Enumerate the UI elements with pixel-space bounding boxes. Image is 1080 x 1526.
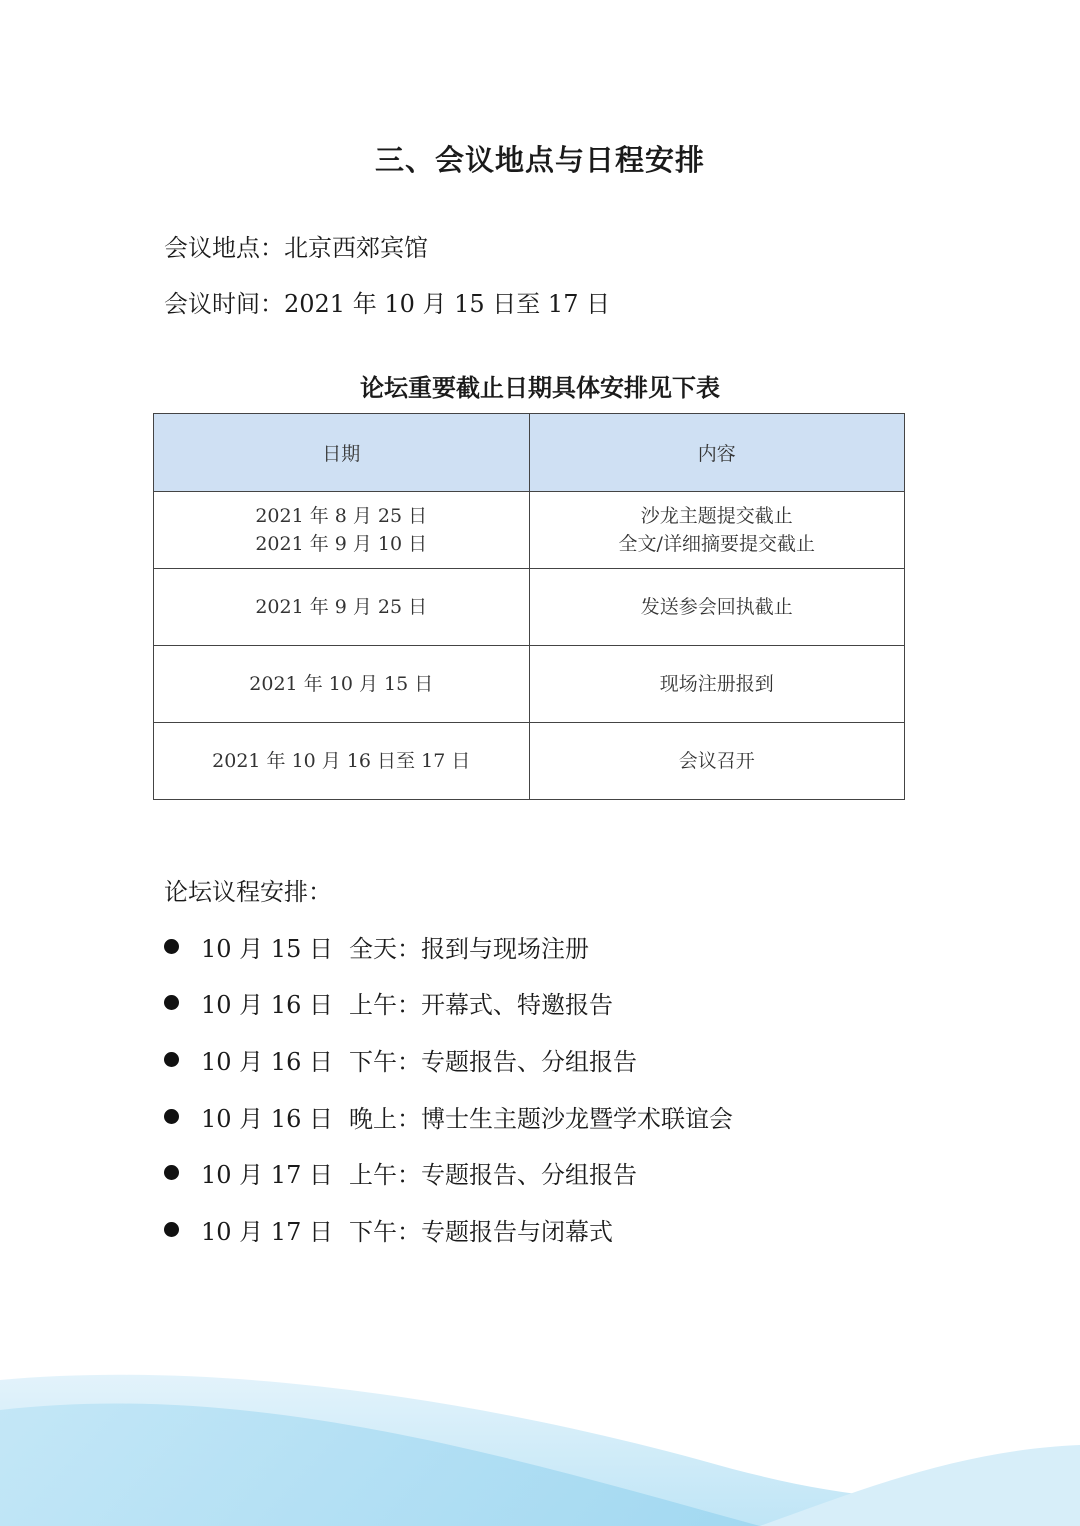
agenda-period: 下午： [348, 1217, 421, 1246]
list-item [164, 1144, 733, 1201]
list-item [164, 1088, 733, 1145]
agenda-activity: 博士生主题沙龙暨学术联谊会 [420, 1104, 733, 1133]
agenda-activity: 开幕式、特邀报告 [420, 991, 613, 1020]
agenda-date: 10 月 17 日 [201, 1161, 333, 1190]
date-cell [154, 569, 530, 646]
venue-label: 会议地点： [164, 234, 284, 262]
content-line: 会议召开 [678, 750, 755, 772]
list-item [164, 975, 733, 1032]
content-line: 全文/详细摘要提交截止 [618, 533, 815, 555]
agenda-date: 10 月 16 日 [201, 1104, 333, 1133]
table-row [154, 569, 905, 646]
content-line: 发送参会回执截止 [640, 596, 793, 618]
content-cell [529, 646, 905, 723]
date-cell [154, 646, 530, 723]
content-cell [529, 492, 905, 569]
agenda-activity: 专题报告、分组报告 [420, 1047, 637, 1076]
agenda-activity: 专题报告与闭幕式 [420, 1217, 613, 1246]
table-header-row [154, 414, 905, 492]
section-title: 三、会议地点与日程安排 [374, 143, 705, 177]
table-caption: 论坛重要截止日期具体安排见下表 [360, 374, 720, 402]
date-line: 2021 年 10 月 15 日 [249, 673, 434, 695]
blue-wave-footer [0, 1340, 1080, 1526]
deadline-table [153, 413, 905, 800]
meeting-time-value: 2021 年 10 月 15 日至 17 日 [284, 290, 611, 318]
agenda-date: 10 月 17 日 [201, 1217, 333, 1246]
bullet-icon [164, 1165, 179, 1180]
agenda-date: 10 月 16 日 [201, 1047, 333, 1076]
agenda-activity: 专题报告、分组报告 [420, 1161, 637, 1190]
bullet-icon [164, 995, 179, 1010]
table-row [154, 646, 905, 723]
date-line: 2021 年 10 月 16 日至 17 日 [212, 750, 471, 772]
bullet-icon [164, 939, 179, 954]
content-line: 沙龙主题提交截止 [640, 505, 793, 527]
agenda-period: 全天： [348, 934, 421, 963]
date-cell [154, 723, 530, 800]
bullet-icon [164, 1222, 179, 1237]
date-line: 2021 年 9 月 25 日 [255, 596, 428, 618]
content-cell [529, 723, 905, 800]
list-item [164, 1201, 733, 1258]
agenda-list [164, 918, 733, 1258]
venue-line [164, 228, 428, 263]
header-content: 内容 [529, 414, 905, 492]
agenda-date: 10 月 15 日 [201, 934, 333, 963]
bullet-icon [164, 1052, 179, 1067]
agenda-activity: 报到与现场注册 [420, 934, 589, 963]
table-row [154, 492, 905, 569]
agenda-title: 论坛议程安排： [164, 878, 332, 906]
meeting-time-label: 会议时间： [164, 290, 284, 318]
date-cell [154, 492, 530, 569]
header-date: 日期 [154, 414, 530, 492]
wave-right [760, 1445, 1080, 1526]
agenda-period: 晚上： [348, 1104, 421, 1133]
agenda-date: 10 月 16 日 [201, 991, 333, 1020]
table-row [154, 723, 905, 800]
content-cell [529, 569, 905, 646]
agenda-period: 上午： [348, 1161, 421, 1190]
bullet-icon [164, 1109, 179, 1124]
content-line: 现场注册报到 [659, 673, 774, 695]
date-line: 2021 年 8 月 25 日 [255, 505, 428, 527]
list-item [164, 1031, 733, 1088]
venue-value: 北京西郊宾馆 [284, 234, 428, 262]
meeting-time-line [164, 284, 610, 319]
agenda-period: 上午： [348, 991, 421, 1020]
date-line: 2021 年 9 月 10 日 [255, 533, 428, 555]
agenda-period: 下午： [348, 1047, 421, 1076]
list-item [164, 918, 733, 975]
